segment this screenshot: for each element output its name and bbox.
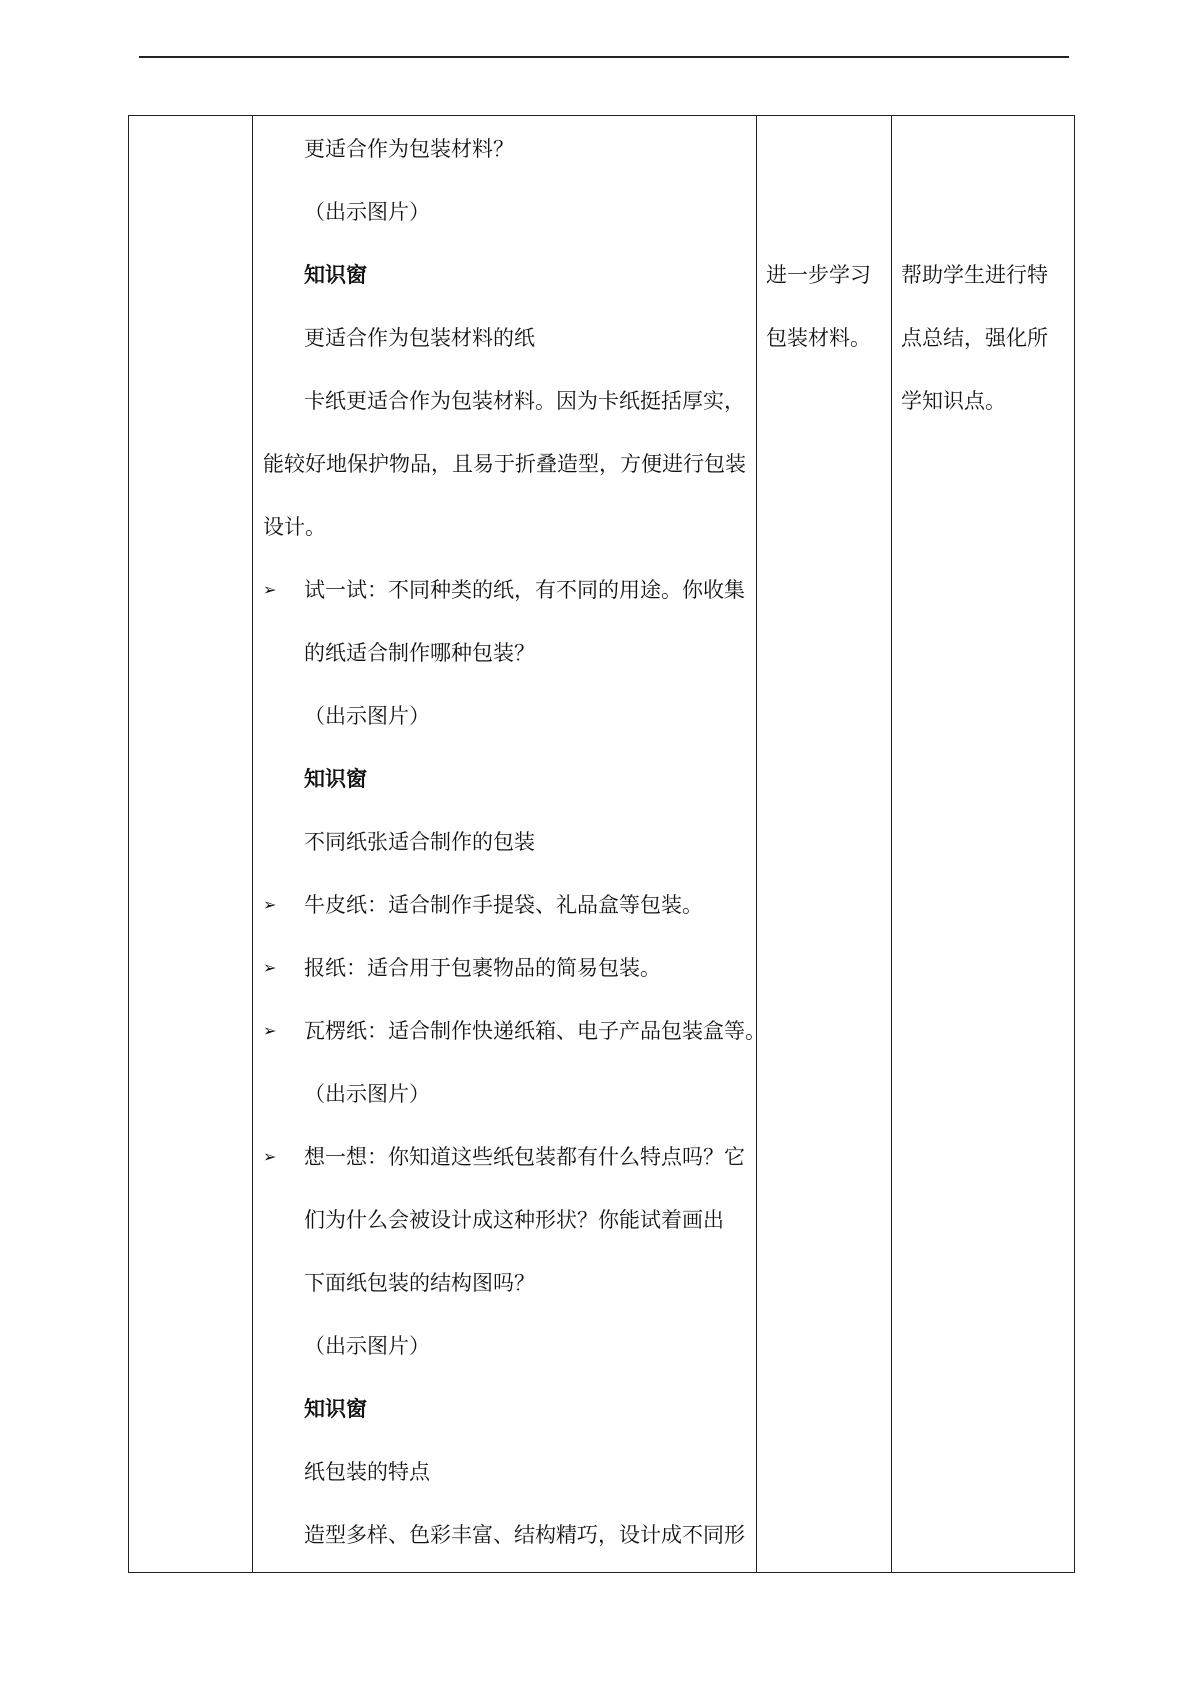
content-line: 造型多样、色彩丰富、结构精巧，设计成不同形 [304, 1523, 745, 1547]
knowledge-window-heading: 知识窗 [304, 263, 367, 287]
content-line: （出示图片） [304, 1082, 430, 1106]
content-line: 更适合作为包装材料的纸 [304, 326, 535, 350]
knowledge-window-heading: 知识窗 [304, 1397, 367, 1421]
content-line: 更适合作为包装材料？ [304, 137, 514, 161]
arrowhead-bullet-icon: ➢ [263, 958, 277, 977]
arrowhead-bullet-icon: ➢ [263, 895, 277, 914]
design-intent-cell [891, 116, 1074, 1572]
content-line: 纸包装的特点 [304, 1460, 430, 1484]
design-intent-line: 学知识点。 [901, 389, 1006, 413]
content-line: 牛皮纸：适合制作手提袋、礼品盒等包装。 [304, 893, 703, 917]
header-rule [139, 56, 1069, 58]
content-line: 不同纸张适合制作的包装 [304, 830, 535, 854]
stage-cell [129, 116, 252, 1572]
content-line: （出示图片） [304, 200, 430, 224]
content-line: （出示图片） [304, 704, 430, 728]
student-activity-line: 进一步学习 [766, 263, 871, 287]
content-line: 设计。 [263, 515, 326, 539]
design-intent-line: 点总结，强化所 [901, 326, 1048, 350]
design-intent-line: 帮助学生进行特 [901, 263, 1048, 287]
content-line: 们为什么会被设计成这种形状？你能试着画出 [304, 1208, 724, 1232]
knowledge-window-heading: 知识窗 [304, 767, 367, 791]
content-line: 的纸适合制作哪种包装？ [304, 641, 535, 665]
content-line: 试一试：不同种类的纸，有不同的用途。你收集 [304, 578, 745, 602]
teaching-content-cell [252, 116, 766, 1572]
content-line: （出示图片） [304, 1334, 430, 1358]
lesson-table [128, 115, 1075, 1573]
student-activity-cell [756, 116, 891, 1572]
content-line: 卡纸更适合作为包装材料。因为卡纸挺括厚实， [304, 389, 745, 413]
content-line: 能较好地保护物品，且易于折叠造型，方便进行包装 [263, 452, 746, 476]
student-activity-line: 包装材料。 [766, 326, 871, 350]
content-line: 瓦楞纸：适合制作快递纸箱、电子产品包装盒等。 [304, 1019, 766, 1043]
content-line: 下面纸包装的结构图吗？ [304, 1271, 535, 1295]
arrowhead-bullet-icon: ➢ [263, 1021, 277, 1040]
content-line: 报纸：适合用于包裹物品的简易包装。 [304, 956, 661, 980]
content-line: 想一想：你知道这些纸包装都有什么特点吗？它 [304, 1145, 745, 1169]
arrowhead-bullet-icon: ➢ [263, 580, 277, 599]
arrowhead-bullet-icon: ➢ [263, 1147, 277, 1166]
